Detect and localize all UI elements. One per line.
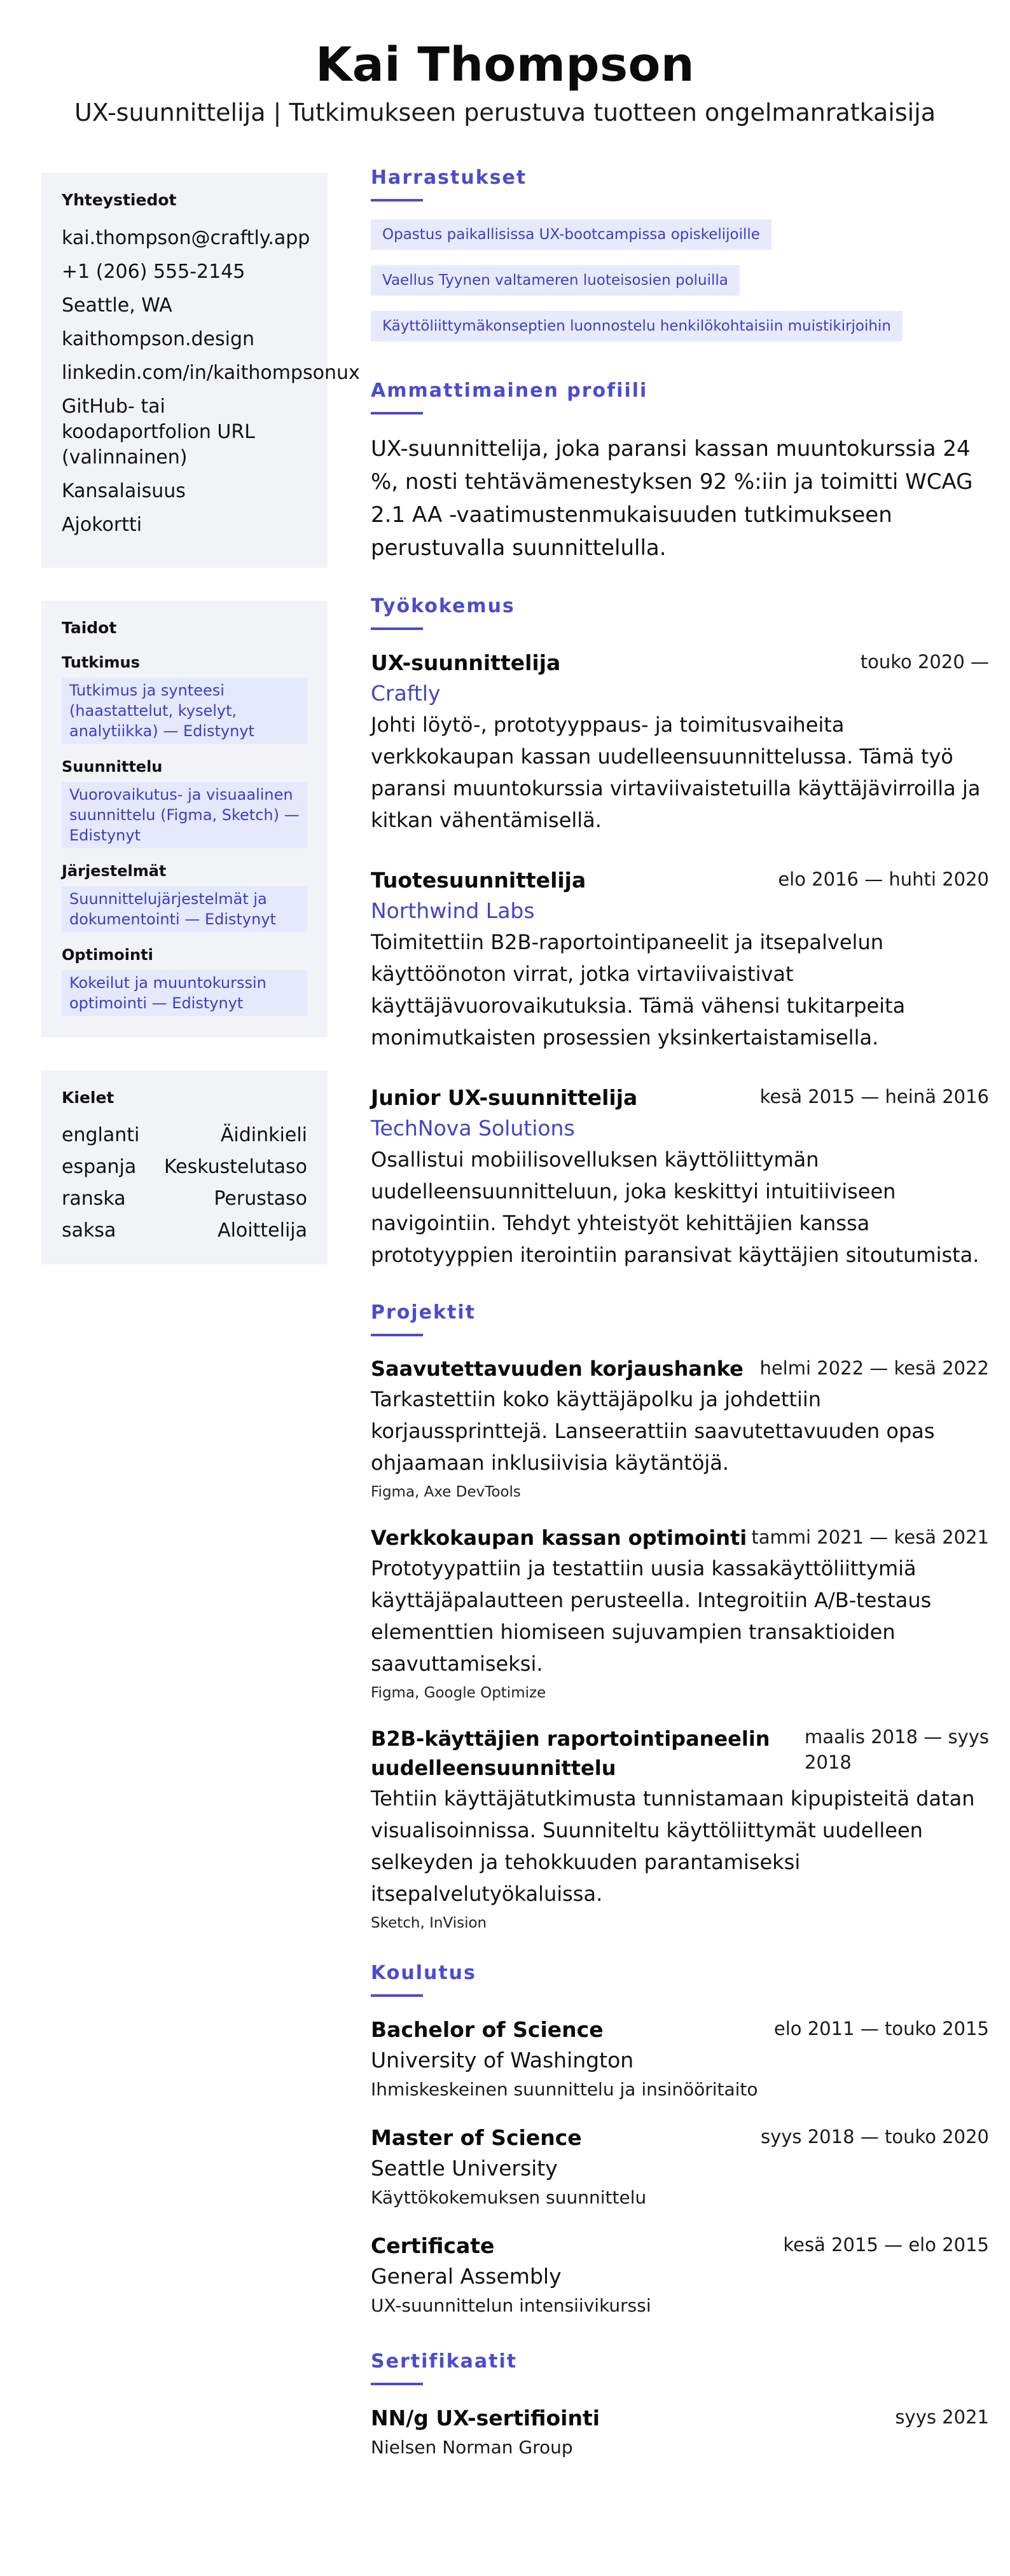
skill-group xyxy=(62,862,307,932)
skill-group xyxy=(62,946,307,1016)
language-level: Aloittelija xyxy=(218,1219,307,1242)
education-entry xyxy=(371,2123,989,2212)
experience-entry xyxy=(371,865,989,1053)
project-tools: Sketch, InVision xyxy=(371,1915,487,1931)
job-dates: elo 2016 — huhti 2020 xyxy=(778,868,989,890)
projects-title: Projektit xyxy=(371,1301,476,1324)
profile-title: Ammattimainen profiili xyxy=(371,380,648,402)
job-dates: kesä 2015 — heinä 2016 xyxy=(759,1086,989,1107)
project-description: Tehtiin käyttäjätutkimusta tunnistamaan kipupisteitä datan visualisoinnissa. Suunniteltu käyttöliittymät uudelleen selkeyden ja tehokkuuden parantamiseksi itsepalvelutyökaluissa. xyxy=(371,1786,975,1906)
language-name: englanti xyxy=(62,1124,140,1146)
skill-chip: Kokeilut ja muuntokurssin optimointi — Edistynyt xyxy=(62,970,307,1016)
skill-label: Järjestelmät xyxy=(62,862,167,880)
language-row xyxy=(62,1219,307,1243)
job-company: TechNova Solutions xyxy=(371,1116,575,1141)
project-tools: Figma, Google Optimize xyxy=(371,1685,546,1701)
skill-chip: Suunnittelujärjestelmät ja dokumentointi — Edistynyt xyxy=(62,886,307,932)
education-section xyxy=(371,1962,989,2320)
field-of-study: Käyttökokemuksen suunnittelu xyxy=(371,2187,647,2208)
language-level: Äidinkieli xyxy=(220,1124,307,1146)
language-row xyxy=(62,1155,307,1179)
field-of-study: Ihmiskeskeinen suunnittelu ja insinööritaito xyxy=(371,2079,758,2100)
hobbies-section xyxy=(371,167,989,357)
profile-section xyxy=(371,380,989,565)
skill-group xyxy=(62,654,307,744)
certification-name: NN/g UX-sertifiointi xyxy=(371,2406,600,2430)
contact-portfolio: GitHub- tai koodaportfolion URL (valinnainen) xyxy=(62,395,255,469)
education-dates: kesä 2015 — elo 2015 xyxy=(783,2234,989,2256)
experience-entry xyxy=(371,1083,989,1271)
language-row xyxy=(62,1123,307,1148)
contact-license: Ajokortti xyxy=(62,514,142,536)
project-dates: tammi 2021 — kesä 2021 xyxy=(751,1526,989,1548)
languages-title: Kielet xyxy=(62,1088,114,1107)
section-divider xyxy=(371,199,423,202)
language-level: Keskustelutaso xyxy=(163,1156,307,1178)
section-divider xyxy=(371,1334,423,1336)
job-company: Craftly xyxy=(371,681,441,706)
profile-text: UX-suunnittelija, joka paransi kassan muuntokurssia 24 %, nosti tehtävämenestyksen 92 %:iin ja toimitti WCAG 2.1 AA -vaatimustenmukaisuuden tutkimukseen perustuvalla suunnittelulla. xyxy=(371,436,973,561)
contact-website[interactable]: kaithompson.design xyxy=(62,328,255,350)
language-row xyxy=(62,1187,307,1211)
education-entry xyxy=(371,2015,989,2104)
certification-issuer: Nielsen Norman Group xyxy=(371,2437,573,2458)
section-divider xyxy=(371,412,423,414)
degree: Bachelor of Science xyxy=(371,2017,604,2042)
section-divider xyxy=(371,2383,423,2385)
project-dates: helmi 2022 — kesä 2022 xyxy=(759,1357,989,1379)
certification-entry xyxy=(371,2403,989,2462)
project-entry xyxy=(371,1724,989,1931)
project-name: Saavutettavuuden korjaushanke xyxy=(371,1357,744,1381)
skill-group xyxy=(62,758,307,848)
contact-linkedin[interactable]: linkedin.com/in/kaithompsonux xyxy=(62,362,360,384)
main-column xyxy=(371,167,989,2462)
job-role: Junior UX-suunnittelija xyxy=(371,1085,638,1110)
hobby-tag: Vaellus Tyynen valtameren luoteisosien poluilla xyxy=(371,265,740,296)
education-dates: elo 2011 — touko 2015 xyxy=(773,2018,989,2039)
language-name: ranska xyxy=(62,1188,126,1210)
certifications-section xyxy=(371,2350,989,2462)
project-description: Prototyypattiin ja testattiin uusia kassakäyttöliittymiä käyttäjäpalautteen perusteella. Integroitiin A/B-testaus elementtien hiomiseen sujuvampien transaktioiden saavuttamiseksi. xyxy=(371,1556,932,1676)
job-description: Toimitettiin B2B-raportointipaneelit ja itsepalvelun käyttöönoton virrat, jotka virtaviivaistivat käyttäjävuorovaikutuksia. Tämä vähensi tukitarpeita monimutkaisten prosessien yksinkertaistamisella. xyxy=(371,930,906,1050)
project-description: Tarkastettiin koko käyttäjäpolku ja johdettiin korjaussprinttejä. Lanseerattiin saavutettavuuden opas ohjaamaan inklusiivisia käytäntöjä. xyxy=(371,1387,935,1475)
job-company: Northwind Labs xyxy=(371,898,535,923)
certification-date: syys 2021 xyxy=(895,2406,989,2428)
contact-email[interactable]: kai.thompson@craftly.app xyxy=(62,227,310,249)
certifications-title: Sertifikaatit xyxy=(371,2350,518,2373)
skill-label: Suunnittelu xyxy=(62,758,163,776)
hobbies-title: Harrastukset xyxy=(371,167,527,189)
language-name: saksa xyxy=(62,1219,116,1242)
school: General Assembly xyxy=(371,2264,562,2289)
projects-section xyxy=(371,1301,989,1931)
skill-label: Tutkimus xyxy=(62,654,140,671)
project-entry xyxy=(371,1523,989,1701)
resume-header xyxy=(0,37,1010,128)
job-dates: touko 2020 — xyxy=(860,651,989,673)
language-level: Perustaso xyxy=(214,1188,307,1210)
project-name: B2B-käyttäjien raportointipaneelin uudelleensuunnittelu xyxy=(371,1727,770,1780)
skill-chip: Tutkimus ja synteesi (haastattelut, kyselyt, analytiikka) — Edistynyt xyxy=(62,678,307,744)
field-of-study: UX-suunnittelun intensiivikurssi xyxy=(371,2295,651,2316)
project-entry xyxy=(371,1354,989,1500)
skills-card xyxy=(41,601,328,1038)
contact-citizenship: Kansalaisuus xyxy=(62,480,186,502)
experience-entry xyxy=(371,648,989,836)
candidate-name: Kai Thompson xyxy=(315,38,695,92)
degree: Master of Science xyxy=(371,2125,582,2150)
school: University of Washington xyxy=(371,2048,634,2072)
contact-card xyxy=(41,173,360,568)
language-name: espanja xyxy=(62,1156,137,1178)
school: Seattle University xyxy=(371,2156,558,2181)
candidate-tagline: UX-suunnittelija | Tutkimukseen perustuva tuotteen ongelmanratkaisija xyxy=(74,99,936,127)
job-description: Johti löytö-, prototyyppaus- ja toimitusvaiheita verkkokaupan kassan uudelleensuunnittelussa. Tämä työ paransi muuntokurssia virtaviivaistetuilla käyttäjävirroilla ja kitkan vähentämisellä. xyxy=(371,713,981,832)
skill-chip: Vuorovaikutus- ja visuaalinen suunnittelu (Figma, Sketch) — Edistynyt xyxy=(62,782,307,848)
experience-title: Työkokemus xyxy=(371,595,515,617)
education-entry xyxy=(371,2231,989,2320)
job-description: Osallistui mobiilisovelluksen käyttöliittymän uudelleensuunnitteluun, joka keskittyi intuitiiviseen navigointiin. Tehdyt yhteistyöt kehittäjien kanssa prototyyppien iterointiin paransivat käyttäjien sitoutumista. xyxy=(371,1148,979,1267)
education-title: Koulutus xyxy=(371,1962,476,1984)
languages-card xyxy=(41,1071,328,1264)
contact-title: Yhteystiedot xyxy=(62,191,177,209)
job-role: UX-suunnittelija xyxy=(371,650,561,675)
section-divider xyxy=(371,627,423,630)
skill-label: Optimointi xyxy=(62,946,153,964)
contact-location: Seattle, WA xyxy=(62,294,172,317)
skills-title: Taidot xyxy=(62,619,117,637)
project-tools: Figma, Axe DevTools xyxy=(371,1484,521,1500)
contact-phone[interactable]: +1 (206) 555-2145 xyxy=(62,261,246,283)
degree: Certificate xyxy=(371,2233,495,2258)
project-dates: maalis 2018 — syys 2018 xyxy=(805,1726,990,1773)
section-divider xyxy=(371,1994,423,1997)
job-role: Tuotesuunnittelija xyxy=(371,868,586,893)
experience-section xyxy=(371,595,989,1271)
hobby-tag: Opastus paikallisissa UX-bootcampissa opiskelijoille xyxy=(371,219,771,250)
education-dates: syys 2018 — touko 2020 xyxy=(760,2126,989,2148)
hobby-tag: Käyttöliittymäkonseptien luonnostelu henkilökohtaisiin muistikirjoihin xyxy=(371,311,903,341)
project-name: Verkkokaupan kassan optimointi xyxy=(371,1526,747,1550)
sidebar xyxy=(41,173,360,1298)
